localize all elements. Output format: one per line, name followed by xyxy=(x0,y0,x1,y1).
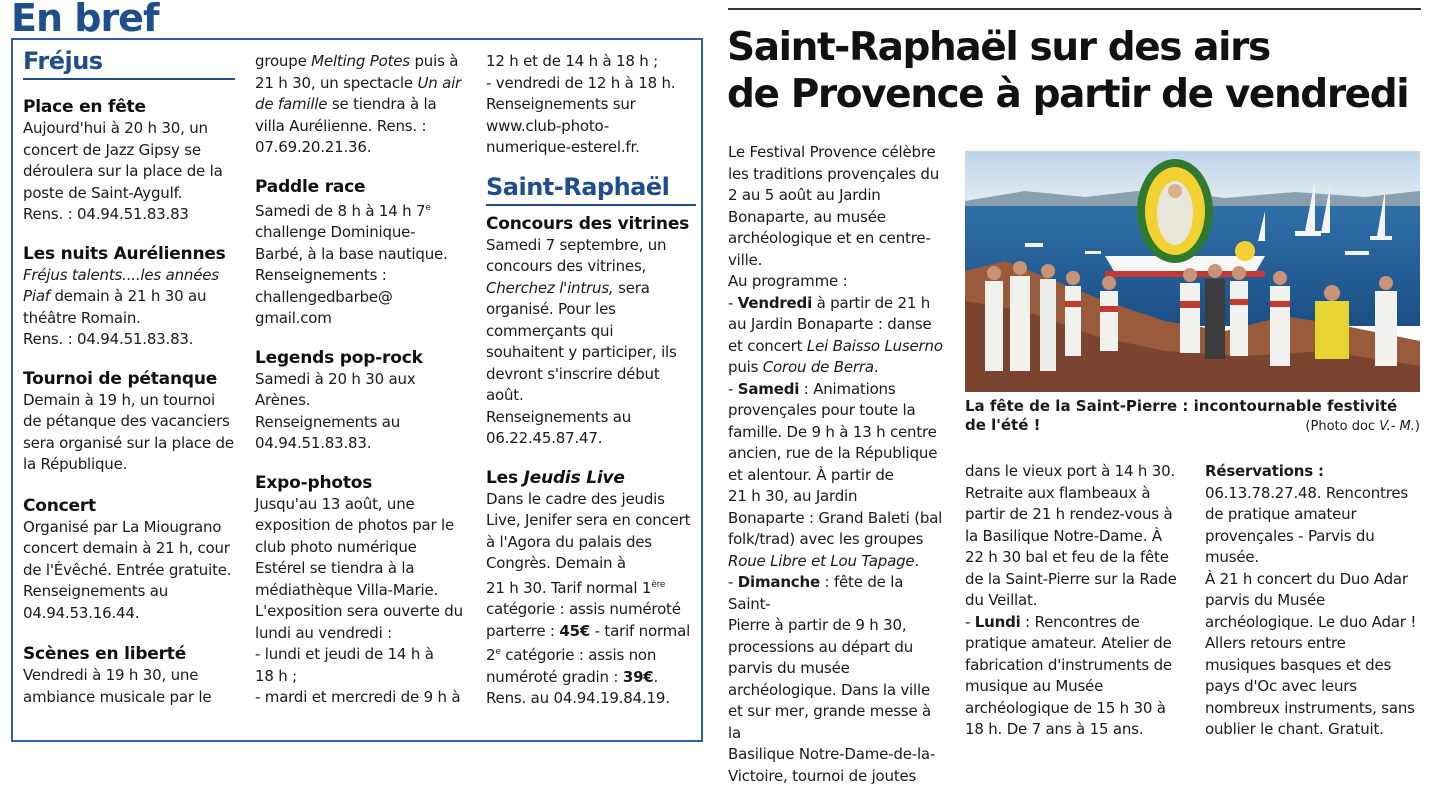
brief-body-paddle-race: Samedi de 8 h à 14 h 7e challenge Dominique- Barbé, à la base nautique. Renseignements : challengedbarbe@ gmail.com xyxy=(255,201,448,327)
brief-title-jeudis-live: Les Jeudis Live xyxy=(486,467,625,488)
brief-body-tournoi-petanque: Demain à 19 h, un tournoi de pétanque des vacanciers sera organisé sur la place de la République. xyxy=(23,390,234,473)
brief-body-nuits-aureliennes: Fréjus talents....les années Piaf demain à 21 h 30 au théâtre Romain. Rens. : 04.94.51.83.83. xyxy=(23,265,219,348)
section-title-saint-raphael: Saint-Raphaël xyxy=(486,172,696,206)
brief-title-place-en-fete: Place en fête xyxy=(23,97,146,117)
brief-body-expo-continued: 12 h et de 14 h à 18 h ; - vendredi de 12 h à 18 h. Renseignements sur www.club-photo- numerique-esterel.fr. xyxy=(486,52,676,156)
article-headline: Saint-Raphaël sur des airs de Provence à partir de vendredi xyxy=(727,25,1409,117)
brief-column-3 xyxy=(486,51,696,710)
en-bref-title: En bref xyxy=(11,0,159,40)
brief-column-2 xyxy=(255,51,467,709)
brief-title-concours-vitrines: Concours des vitrines xyxy=(486,213,690,234)
article-column-2: dans le vieux port à 14 h 30. Retraite aux flambeaux à partir de 21 h rendez-vous à la Basilique Notre-Dame. À 22 h 30 bal et feu de la fête de la Saint-Pierre sur la Rade du Veillat. - Lundi : Rencontres de pratique amateur. Atelier de fabrication d'instruments de musique au Musée archéologique de 15 h 30 à 18 h. De 7 ans à 15 ans. xyxy=(965,462,1177,738)
reservations-label: Réservations : xyxy=(1205,462,1324,480)
article-top-rule xyxy=(728,8,1421,10)
article-photo xyxy=(965,151,1420,392)
brief-body-scenes-en-liberte: Vendredi à 19 h 30, une ambiance musicale par le xyxy=(23,666,212,706)
brief-title-paddle-race: Paddle race xyxy=(255,176,366,197)
brief-title-expo-photos: Expo-photos xyxy=(255,472,373,493)
brief-body-scenes-continued: groupe Melting Potes puis à 21 h 30, un spectacle Un air de famille se tiendra à la villa Aurélienne. Rens. : 07.69.20.21.36. xyxy=(255,52,462,156)
brief-body-place-en-fete: Aujourd'hui à 20 h 30, un concert de Jazz Gipsy se déroulera sur la place de la poste de Saint-Aygulf. Rens. : 04.94.51.83.83 xyxy=(23,119,223,223)
brief-title-nuits-aureliennes: Les nuits Auréliennes xyxy=(23,243,226,264)
brief-body-concours-vitrines: Samedi 7 septembre, un concours des vitrines, Cherchez l'intrus, sera organisé. Pour les commerçants qui souhaitent y participer, ils devront s'inscrire début août. Renseignements au 06.22.45.87.47. xyxy=(486,235,677,447)
article-column-1: Le Festival Provence célèbre les traditions provençales du 2 au 5 août au Jardin Bonaparte, au musée archéologique et en centre- ville. Au programme : - Vendredi à partir de 21 h au Jardin Bonaparte : danse et concert Lei Baisso Luserno puis Corou de Berra. - Samedi : Animations provençales pour toute la famille. De 9 h à 13 h centre ancien, rue de la République et alentour. À partir de 21 h 30, au Jardin Bonaparte : Grand Baleti (bal folk/trad) avec les groupes Roue Libre et Lou Tapage. - Dimanche : fête de la Saint- Pierre à partir de 9 h 30, processions au départ du parvis du musée archéologique. Dans la ville et sur mer, grande messe à la Basilique Notre-Dame-de-la- Victoire, tournoi de joutes xyxy=(728,143,943,785)
brief-title-scenes-en-liberte: Scènes en liberté xyxy=(23,644,187,664)
brief-title-concert: Concert xyxy=(23,495,96,516)
brief-title-tournoi-petanque: Tournoi de pétanque xyxy=(23,368,218,389)
section-title-frejus: Fréjus xyxy=(23,46,235,80)
brief-column-1 xyxy=(23,46,235,708)
brief-body-expo-photos: Jusqu'au 13 août, une exposition de photos par le club photo numérique Estérel se tiendra à la médiathèque Villa-Marie. L'exposition sera ouverte du lundi au vendredi : - lundi et jeudi de 14 h à 18 h ; - mardi et mercredi de 9 h à xyxy=(255,494,463,706)
brief-title-legends-pop-rock: Legends pop-rock xyxy=(255,347,423,368)
brief-body-legends-pop-rock: Samedi à 20 h 30 aux Arènes. Renseignements au 04.94.51.83.83. xyxy=(255,369,416,452)
article-column-3: Réservations : 06.13.78.27.48. Rencontres de pratique amateur provençales - Parvis du musée. À 21 h concert du Duo Adar parvis du Musée archéologique. Le duo Adar ! Allers retours entre musiques basques et des pays d'Oc avec leurs nombreux instruments, sans oublier le chant. Gratuit. xyxy=(1205,462,1417,738)
brief-body-jeudis-live: Dans le cadre des jeudis Live, Jenifer sera en concert à l'Agora du palais des Congrès. Demain à 21 h 30. Tarif normal 1ère catégorie : assis numéroté parterre : 45€ - tarif normal 2e catégorie : assis non numéroté gradin : 39€. Rens. au 04.94.19.84.19. xyxy=(486,489,691,707)
photo-credit: (Photo doc V.- M.) xyxy=(1305,419,1420,434)
procession-photo-illustration xyxy=(965,151,1420,392)
photo-caption: La fête de la Saint-Pierre : incontournable festivité de l'été ! xyxy=(965,397,1398,434)
brief-body-concert: Organisé par La Miougrano concert demain à 21 h, cour de l'Évêché. Entrée gratuite. Renseignements au 04.94.53.16.44. xyxy=(23,517,232,622)
